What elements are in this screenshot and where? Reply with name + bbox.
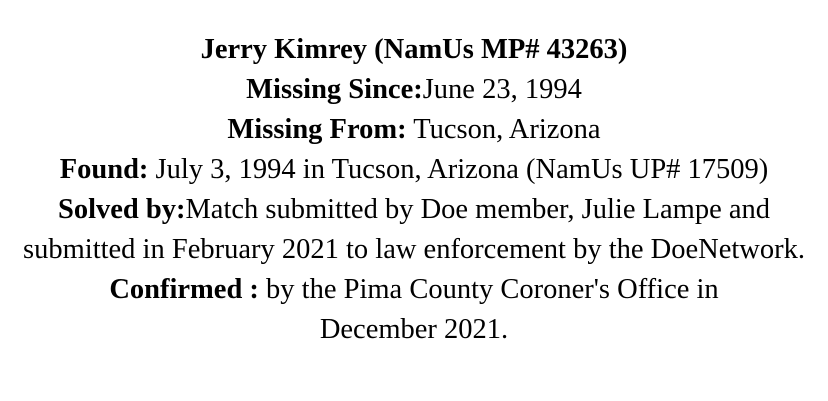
case-title-text: Jerry Kimrey (NamUs MP# 43263) — [200, 34, 628, 65]
confirmed-value: by the Pima County Coroner's Office in December 2021. — [266, 274, 719, 345]
confirmed-row — [64, 270, 764, 350]
solved-by-row — [8, 190, 820, 270]
found-row — [0, 150, 828, 190]
missing-from-label: Missing From: — [227, 114, 407, 145]
solved-by-value: Match submitted by Doe member, Julie Lampe and submitted in February 2021 to law enforcement by the DoeNetwork. — [23, 194, 805, 265]
missing-from-value: Tucson, Arizona — [413, 114, 601, 145]
found-value: July 3, 1994 in Tucson, Arizona (NamUs UP# 17509) — [155, 154, 769, 185]
confirmed-label: Confirmed : — [109, 274, 259, 305]
case-title — [0, 30, 828, 70]
missing-since-row — [0, 70, 828, 110]
solved-by-label: Solved by: — [57, 194, 186, 225]
missing-from-row — [0, 110, 828, 150]
found-label: Found: — [59, 154, 149, 185]
missing-since-value: June 23, 1994 — [422, 74, 582, 105]
missing-since-label: Missing Since: — [246, 74, 423, 105]
